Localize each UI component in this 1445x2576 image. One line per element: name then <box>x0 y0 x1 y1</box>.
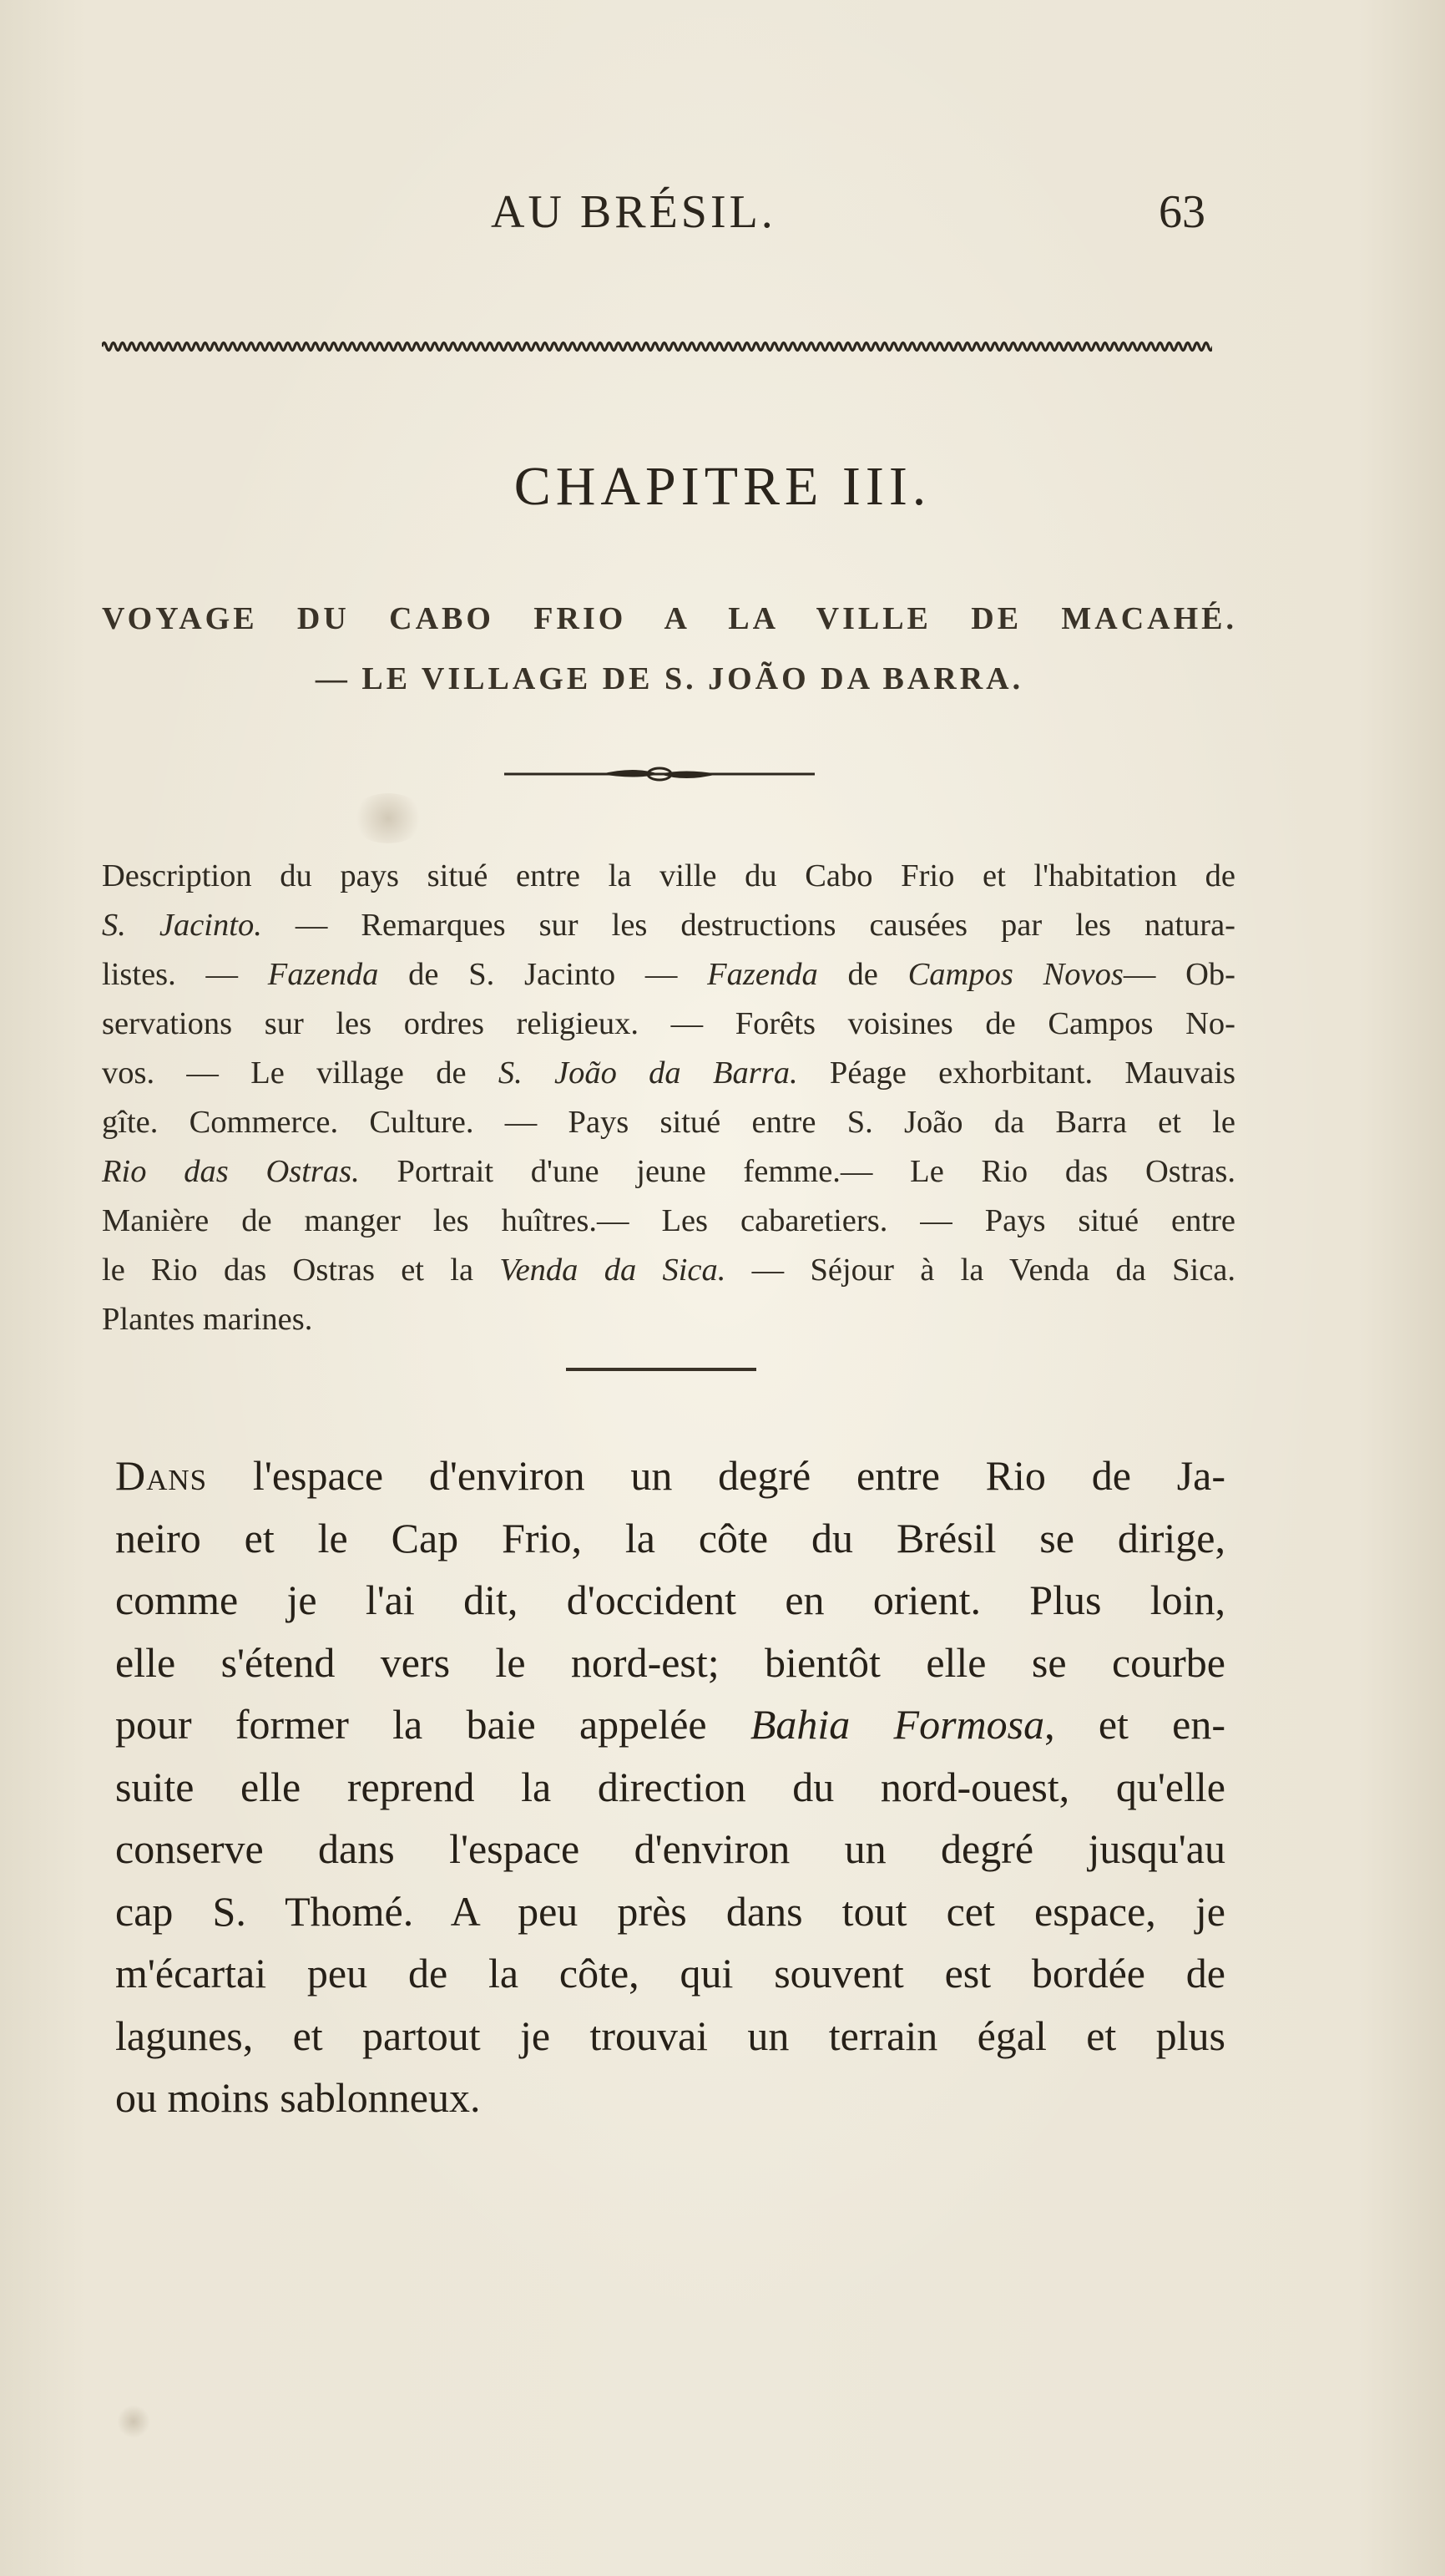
page-number: 63 <box>1159 186 1205 238</box>
paper-stain <box>351 793 426 843</box>
ornamental-rule <box>102 336 1212 357</box>
text-run: Manière de manger les huîtres.— Les cabaretiers. — Pays situé entre <box>102 1203 1235 1238</box>
chapter-subtitle-line-1: VOYAGE DU CABO FRIO A LA VILLE DE MACAHÉ. <box>102 601 1237 636</box>
chapter-subtitle <box>102 589 1237 709</box>
text-run: neiro et le Cap Frio, la côte du Brésil se dirige, <box>115 1514 1225 1561</box>
summary-line <box>102 1098 1235 1147</box>
chapter-title: CHAPITRE III. <box>513 456 932 517</box>
text-run: S. Jacinto. <box>102 908 262 943</box>
body-line <box>115 1880 1225 1943</box>
text-run: Péage exhorbitant. Mauvais <box>797 1055 1236 1091</box>
body-line <box>115 1693 1225 1756</box>
text-run: Campos Novos <box>907 957 1124 992</box>
text-run: Venda da Sica. <box>499 1253 726 1288</box>
text-run: gîte. Commerce. Culture. — Pays situé entre S. João da Barra et le <box>102 1105 1235 1140</box>
body-line <box>115 1569 1225 1632</box>
text-run: S. João da Barra. <box>498 1055 798 1091</box>
text-run: — Séjour à la Venda da Sica. <box>725 1253 1236 1288</box>
text-run: m'écartai peu de la côte, qui souvent est bordée de <box>115 1950 1225 1997</box>
text-run: ou moins sablonneux. <box>115 2074 481 2121</box>
text-run: le Rio das Ostras et la <box>102 1253 500 1288</box>
text-run: de <box>817 957 908 992</box>
text-run: Description du pays situé entre la ville du Cabo Frio et l'habitation de <box>102 858 1235 893</box>
summary-line <box>102 1197 1235 1246</box>
summary-line <box>102 901 1235 950</box>
text-run: Plantes marines. <box>102 1302 313 1337</box>
text-run: vos. — Le village de <box>102 1055 498 1091</box>
text-run: conserve dans l'espace d'environ un degré jusqu'au <box>115 1825 1225 1872</box>
body-line <box>115 2005 1225 2067</box>
body-line <box>115 1942 1225 2005</box>
summary-line <box>102 1295 1235 1344</box>
text-run: elle s'étend vers le nord-est; bientôt elle se courbe <box>115 1638 1225 1686</box>
paper-stain <box>117 2405 150 2438</box>
text-run: — Ob- <box>1123 957 1235 992</box>
text-run: Fazenda <box>267 957 379 992</box>
fleuron-ornament <box>501 762 818 787</box>
section-divider <box>566 1368 756 1371</box>
text-run: servations sur les ordres religieux. — Forêts voisines de Campos No- <box>102 1006 1235 1041</box>
running-title: AU BRÉSIL. <box>491 186 776 238</box>
summary-line <box>102 1049 1235 1098</box>
body-line <box>115 1632 1225 1694</box>
running-header <box>0 185 1445 252</box>
chapter-subtitle-line-2: — LE VILLAGE DE S. JOÃO DA BARRA. <box>315 661 1024 696</box>
summary-line <box>102 1000 1235 1049</box>
body-paragraph <box>115 1445 1225 2129</box>
text-run: cap S. Thomé. A peu près dans tout cet espace, je <box>115 1887 1225 1935</box>
summary-line <box>102 1147 1235 1197</box>
body-line <box>115 1445 1225 1507</box>
text-run: Dans <box>115 1452 208 1499</box>
text-run: lagunes, et partout je trouvai un terrain égal et plus <box>115 2012 1225 2059</box>
body-line <box>115 2067 1225 2129</box>
body-line <box>115 1507 1225 1570</box>
text-run: listes. — <box>102 957 268 992</box>
summary-line <box>102 852 1235 901</box>
text-run: pour former la baie appelée <box>115 1701 750 1748</box>
text-run: Rio das Ostras. <box>102 1154 360 1189</box>
text-run: Portrait d'une jeune femme.— Le Rio das Ostras. <box>359 1154 1235 1189</box>
summary-line <box>102 1246 1235 1295</box>
text-run: comme je l'ai dit, d'occident en orient. Plus loin, <box>115 1576 1225 1623</box>
text-run: , et en- <box>1044 1701 1225 1748</box>
text-run: Fazenda <box>707 957 818 992</box>
text-run: — Remarques sur les destructions causées par les natura- <box>261 908 1236 943</box>
body-line <box>115 1818 1225 1880</box>
text-run: l'espace d'environ un degré entre Rio de Ja- <box>207 1452 1225 1499</box>
text-run: Bahia Formosa <box>750 1701 1045 1748</box>
summary-line <box>102 950 1235 1000</box>
chapter-summary <box>102 852 1235 1344</box>
body-line <box>115 1756 1225 1819</box>
text-run: de S. Jacinto — <box>378 957 708 992</box>
text-run: suite elle reprend la direction du nord-ouest, qu'elle <box>115 1763 1225 1810</box>
